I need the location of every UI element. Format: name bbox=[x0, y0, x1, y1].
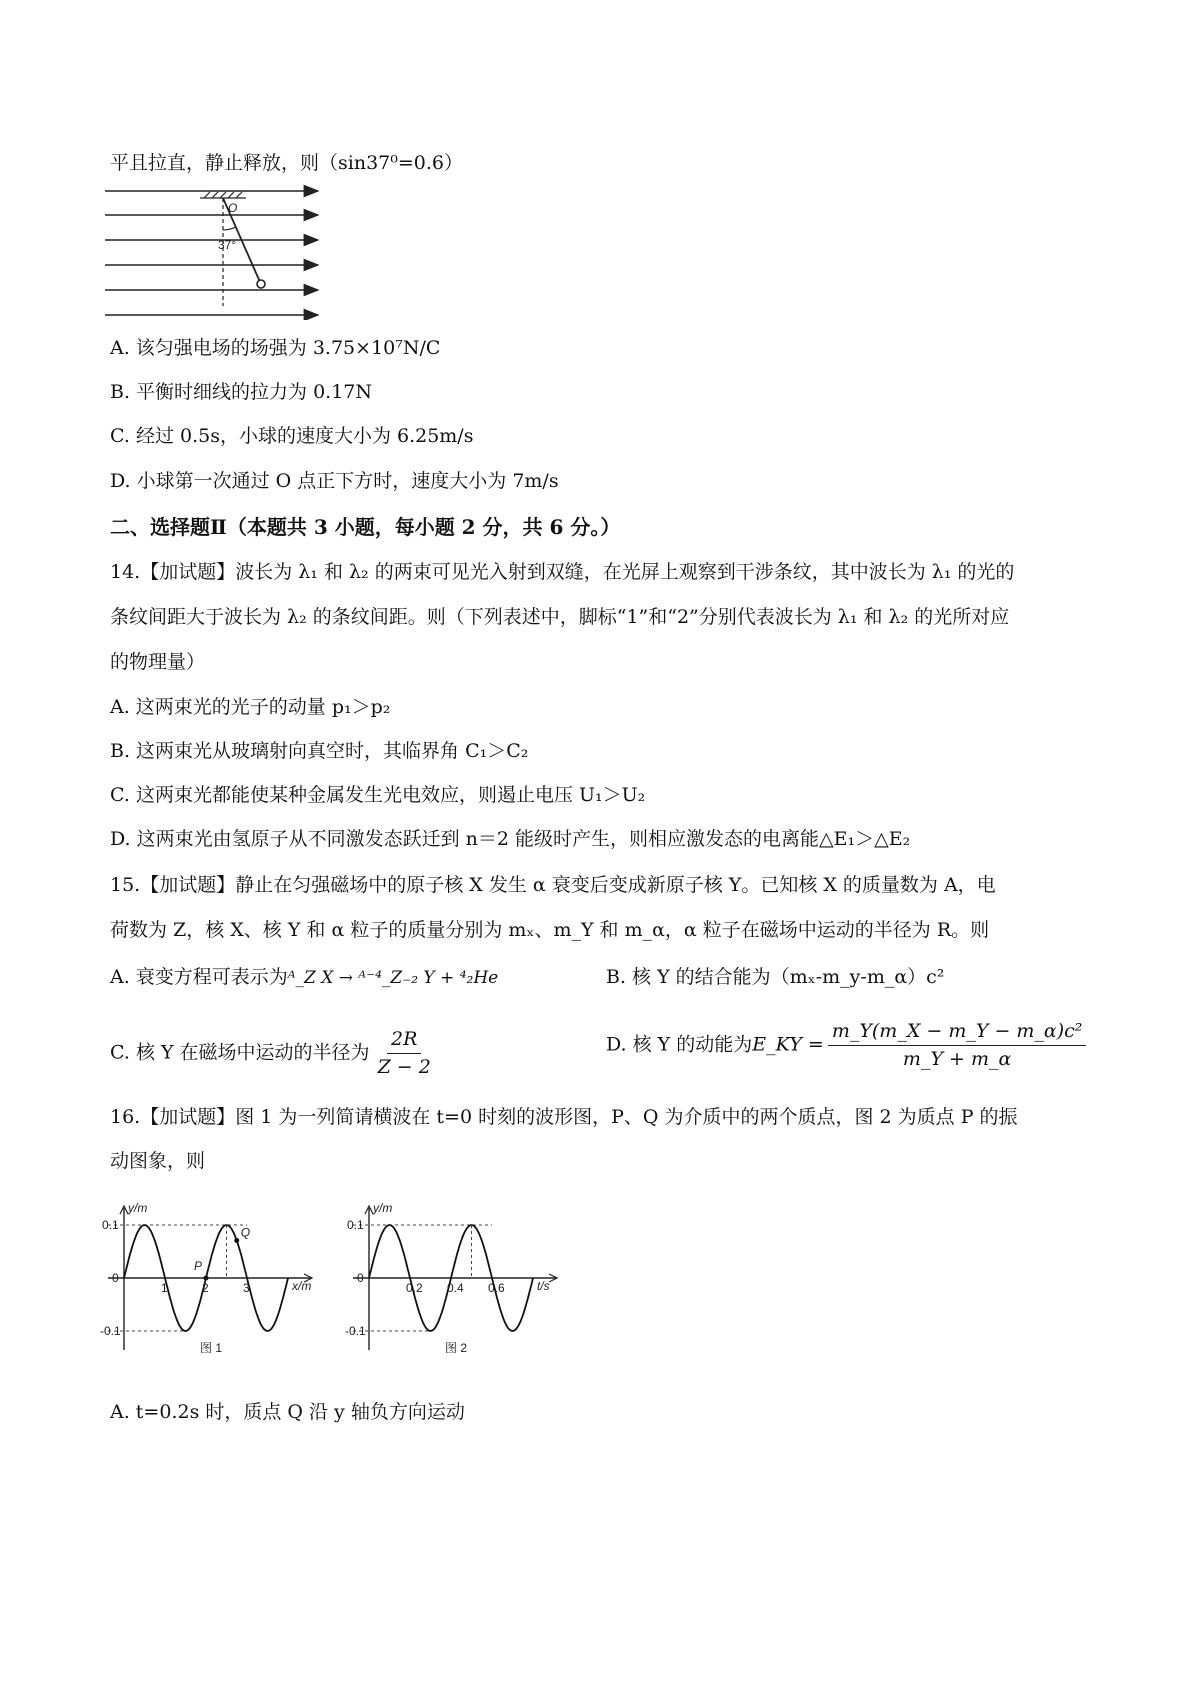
fraction-numerator: 2R bbox=[387, 1028, 421, 1054]
fraction-denominator: m_Y + m_α bbox=[902, 1047, 1012, 1070]
y-tick-label: 0.1 bbox=[347, 1218, 364, 1232]
angle-arc bbox=[223, 227, 236, 230]
q15-option-c bbox=[110, 1028, 439, 1079]
x-tick-label: 2 bbox=[202, 1281, 209, 1295]
y-axis-label: y/m bbox=[373, 1201, 393, 1215]
fraction-numerator: m_Y(m_X − m_Y − m_α)c² bbox=[828, 1020, 1087, 1046]
q13-option-a: A. 该匀强电场的场强为 3.75×10⁷N/C bbox=[110, 337, 441, 359]
pendulum-ball bbox=[257, 280, 265, 288]
q15-option-b: B. 核 Y 的结合能为（mₓ-m_y-m_α）c² bbox=[606, 966, 945, 988]
q14-line-2: 条纹间距大于波长为 λ₂ 的条纹间距。则（下列表述中，脚标“1”和“2”分别代表波长为 λ₁ 和 λ₂ 的光所对应 bbox=[110, 606, 1010, 628]
q14-line-3: 的物理量） bbox=[110, 651, 206, 673]
q13-option-c: C. 经过 0.5s，小球的速度大小为 6.25m/s bbox=[110, 425, 474, 447]
point-q-label: Q bbox=[240, 1225, 251, 1240]
y-tick-label: 0.1 bbox=[102, 1218, 119, 1232]
q14-option-d: D. 这两束光由氢原子从不同激发态跃迁到 n＝2 能级时产生，则相应激发态的电离能△E₁＞△E₂ bbox=[110, 828, 911, 850]
y-tick-label: -0.1 bbox=[345, 1324, 366, 1338]
angle-label: 37° bbox=[218, 238, 237, 252]
q15-option-d-fraction bbox=[828, 1020, 1087, 1071]
point-q-marker bbox=[234, 1238, 239, 1243]
x-tick-label: 0.6 bbox=[488, 1281, 505, 1295]
q16-option-a: A. t=0.2s 时，质点 Q 沿 y 轴负方向运动 bbox=[110, 1401, 465, 1423]
q15-option-a bbox=[110, 966, 498, 989]
q15-option-d-lhs: E_KY = bbox=[752, 1033, 824, 1056]
point-o-label: O bbox=[228, 201, 238, 215]
figure-caption: 图 1 bbox=[200, 1341, 223, 1355]
q14-option-a: A. 这两束光的光子的动量 p₁＞p₂ bbox=[110, 696, 391, 718]
y-tick-label: 0 bbox=[112, 1271, 119, 1285]
q13-option-b: B. 平衡时细线的拉力为 0.17N bbox=[110, 381, 373, 403]
x-axis-label: t/s bbox=[537, 1279, 550, 1293]
q13-stem-tail: 平且拉直，静止释放，则（sin37⁰=0.6） bbox=[110, 152, 463, 174]
y-tick-label: 0 bbox=[357, 1271, 364, 1285]
q14-option-c: C. 这两束光都能使某种金属发生光电效应，则遏止电压 U₁＞U₂ bbox=[110, 784, 646, 806]
q14-option-b: B. 这两束光从玻璃射向真空时，其临界角 C₁＞C₂ bbox=[110, 740, 529, 762]
q16-line-2: 动图象，则 bbox=[110, 1150, 206, 1172]
point-p-marker bbox=[204, 1276, 209, 1281]
q13-field-figure bbox=[100, 178, 330, 320]
x-axis-label: x/m bbox=[292, 1279, 312, 1293]
section-2-title: 二、选择题Ⅱ（本题共 3 小题，每小题 2 分，共 6 分。） bbox=[110, 515, 621, 539]
vibration-graph-figure-2 bbox=[345, 1200, 575, 1360]
wave-graph-figure-1 bbox=[100, 1200, 330, 1360]
q15-line-1: 15.【加试题】静止在匀强磁场中的原子核 X 发生 α 衰变后变成新原子核 Y。已知核 X 的质量数为 A，电 bbox=[110, 874, 996, 896]
q15-option-d-prefix: D. 核 Y 的动能为 bbox=[606, 1033, 753, 1056]
y-axis-label: y/m bbox=[128, 1201, 148, 1215]
x-tick-label: 1 bbox=[161, 1281, 168, 1295]
q15-option-a-prefix: A. 衰变方程可表示为 bbox=[110, 966, 288, 988]
q15-option-c-prefix: C. 核 Y 在磁场中运动的半径为 bbox=[110, 1041, 370, 1064]
q15-option-d bbox=[606, 1020, 1090, 1071]
x-tick-label: 0.2 bbox=[406, 1281, 423, 1295]
q15-option-a-equation: ᴬ_Z X → ᴬ⁻⁴_Z₋₂ Y + ⁴₂He bbox=[287, 968, 499, 988]
fraction-denominator: Z − 2 bbox=[377, 1055, 431, 1078]
q15-option-c-fraction bbox=[374, 1028, 435, 1079]
figure-caption: 图 2 bbox=[445, 1341, 468, 1355]
ceiling-support bbox=[200, 192, 246, 198]
y-tick-label: -0.1 bbox=[100, 1324, 121, 1338]
q15-line-2: 荷数为 Z，核 X、核 Y 和 α 粒子的质量分别为 mₓ、m_Y 和 m_α，α 粒子在磁场中运动的半径为 R。则 bbox=[110, 919, 990, 941]
x-tick-label: 3 bbox=[243, 1281, 250, 1295]
q14-line-1: 14.【加试题】波长为 λ₁ 和 λ₂ 的两束可见光入射到双缝，在光屏上观察到干涉条纹，其中波长为 λ₁ 的光的 bbox=[110, 561, 1015, 583]
q13-option-d: D. 小球第一次通过 O 点正下方时，速度大小为 7m/s bbox=[110, 470, 559, 492]
q16-line-1: 16.【加试题】图 1 为一列简请横波在 t=0 时刻的波形图，P、Q 为介质中的两个质点，图 2 为质点 P 的振 bbox=[110, 1106, 1018, 1128]
x-tick-label: 0.4 bbox=[447, 1281, 464, 1295]
point-p-label: P bbox=[194, 1259, 203, 1273]
